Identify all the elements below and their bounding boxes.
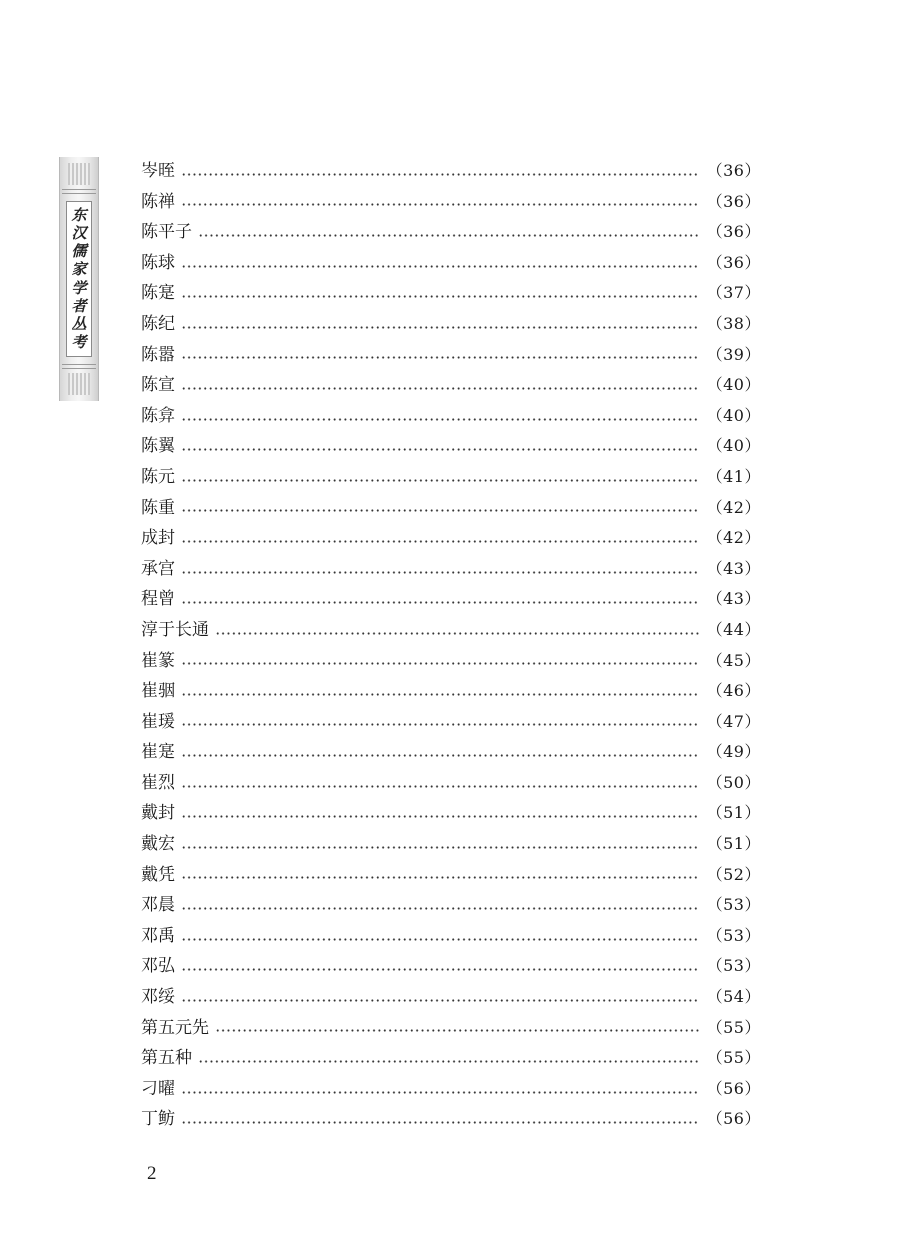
toc-entry [141, 768, 761, 799]
toc-dot-leader [181, 509, 699, 512]
toc-entry-name: 陈禅 [141, 191, 175, 212]
toc-dot-leader [181, 662, 699, 665]
toc-dot-leader [181, 571, 699, 574]
toc-entry [141, 248, 761, 279]
side-tab-char: 丛 [71, 315, 87, 334]
toc-entry [141, 554, 761, 585]
toc-entry [141, 217, 761, 248]
toc-entry [141, 798, 761, 829]
toc-entry [141, 156, 761, 187]
toc-entry-name: 陈弇 [141, 405, 175, 426]
toc-entry-page: （36） [706, 252, 761, 272]
toc-entry [141, 1074, 761, 1105]
table-of-contents [141, 156, 761, 1135]
toc-entry-page: （36） [706, 161, 761, 180]
side-tab-char: 东 [71, 205, 87, 224]
toc-dot-leader [181, 540, 699, 543]
toc-entry-name: 陈重 [141, 497, 175, 518]
toc-entry-page: （43） [706, 589, 761, 609]
toc-entry-name: 陈寔 [141, 283, 175, 304]
toc-dot-leader [181, 785, 699, 788]
toc-entry-name: 第五元先 [141, 1017, 209, 1038]
toc-entry [141, 707, 761, 738]
toc-entry-name: 戴封 [141, 803, 175, 824]
toc-entry-name: 陈球 [141, 252, 175, 273]
toc-entry-name: 刁曜 [141, 1078, 175, 1099]
toc-entry-page: （53） [706, 895, 761, 915]
toc-entry [141, 1013, 761, 1044]
toc-entry [141, 1043, 761, 1074]
toc-entry-page: （53） [706, 925, 761, 945]
toc-dot-leader [181, 754, 699, 757]
toc-dot-leader [181, 418, 699, 421]
side-tab-book-title [59, 157, 99, 401]
page-number: 2 [147, 1163, 157, 1184]
toc-entry-page: （50） [706, 772, 761, 792]
toc-entry-name: 陈纪 [141, 313, 175, 334]
toc-entry [141, 676, 761, 707]
toc-entry-page: （37） [706, 283, 761, 303]
toc-entry-name: 崔篆 [141, 650, 175, 671]
toc-dot-leader [181, 479, 699, 482]
toc-entry [141, 860, 761, 891]
toc-entry [141, 890, 761, 921]
toc-entry-page: （40） [706, 436, 761, 456]
toc-entry [141, 431, 761, 462]
toc-dot-leader [181, 1091, 699, 1094]
toc-dot-leader [181, 968, 699, 971]
toc-entry-name: 崔烈 [141, 772, 175, 793]
toc-dot-leader [181, 846, 699, 849]
toc-entry-page: （53） [706, 956, 761, 976]
toc-entry-page: （36） [706, 222, 761, 242]
toc-entry-page: （51） [706, 803, 761, 823]
toc-entry-page: （40） [706, 405, 761, 425]
toc-dot-leader [181, 907, 699, 910]
toc-entry-name: 邓禹 [141, 925, 175, 946]
toc-entry-name: 陈平子 [141, 222, 192, 243]
toc-dot-leader [181, 295, 699, 298]
toc-dot-leader [215, 1029, 699, 1032]
toc-entry [141, 523, 761, 554]
side-tab-decoration-top [68, 163, 90, 185]
toc-entry-page: （38） [706, 313, 761, 333]
toc-entry [141, 737, 761, 768]
toc-entry-name: 成封 [141, 528, 175, 549]
toc-entry [141, 584, 761, 615]
toc-entry-page: （40） [706, 375, 761, 395]
toc-dot-leader [181, 601, 699, 604]
toc-dot-leader [181, 203, 699, 206]
toc-entry-page: （49） [706, 742, 761, 762]
toc-entry-name: 戴凭 [141, 864, 175, 885]
toc-dot-leader [181, 356, 699, 359]
toc-dot-leader [181, 999, 699, 1002]
toc-entry-page: （47） [706, 711, 761, 731]
side-tab-char: 者 [71, 296, 87, 315]
toc-entry-page: （42） [706, 497, 761, 517]
side-tab-char: 汉 [71, 223, 87, 242]
toc-entry [141, 370, 761, 401]
toc-entry-page: （51） [706, 834, 761, 854]
toc-entry-page: （41） [706, 466, 761, 486]
toc-entry [141, 921, 761, 952]
toc-entry [141, 829, 761, 860]
toc-entry-page: （45） [706, 650, 761, 670]
toc-entry [141, 309, 761, 340]
toc-entry-name: 陈元 [141, 466, 175, 487]
toc-entry-name: 邓晨 [141, 895, 175, 916]
side-tab-char: 儒 [71, 242, 87, 261]
toc-entry-name: 陈宣 [141, 375, 175, 396]
toc-entry-page: （56） [706, 1109, 761, 1129]
toc-entry [141, 278, 761, 309]
toc-entry [141, 340, 761, 371]
toc-entry-name: 淳于长通 [141, 619, 209, 640]
toc-entry [141, 493, 761, 524]
toc-entry [141, 615, 761, 646]
toc-entry-page: （46） [706, 681, 761, 701]
toc-dot-leader [181, 723, 699, 726]
toc-entry [141, 982, 761, 1013]
toc-entry-name: 崔骃 [141, 681, 175, 702]
toc-dot-leader [198, 1060, 699, 1063]
toc-entry-page: （55） [706, 1048, 761, 1068]
toc-entry-name: 程曾 [141, 589, 175, 610]
toc-dot-leader [181, 173, 699, 176]
toc-entry-page: （39） [706, 344, 761, 364]
toc-entry-page: （52） [706, 864, 761, 884]
toc-entry [141, 401, 761, 432]
toc-entry-page: （43） [706, 558, 761, 578]
toc-dot-leader [181, 448, 699, 451]
side-tab-char: 学 [71, 278, 87, 297]
toc-dot-leader [181, 938, 699, 941]
toc-dot-leader [215, 632, 699, 635]
toc-entry-name: 承宫 [141, 558, 175, 579]
toc-entry-page: （54） [706, 987, 761, 1007]
toc-dot-leader [181, 265, 699, 268]
toc-entry-name: 戴宏 [141, 834, 175, 855]
toc-entry-name: 第五种 [141, 1048, 192, 1069]
toc-entry [141, 1104, 761, 1135]
toc-entry-name: 岑晊 [141, 161, 175, 181]
toc-entry-name: 陈翼 [141, 436, 175, 457]
toc-entry-page: （42） [706, 528, 761, 548]
toc-dot-leader [181, 387, 699, 390]
toc-entry [141, 462, 761, 493]
toc-entry-name: 丁鲂 [141, 1109, 175, 1130]
toc-dot-leader [181, 1121, 699, 1124]
toc-dot-leader [181, 326, 699, 329]
side-tab-char: 考 [71, 333, 87, 352]
toc-entry-page: （55） [706, 1017, 761, 1037]
toc-entry-name: 邓绥 [141, 987, 175, 1008]
toc-entry [141, 187, 761, 218]
toc-entry-page: （36） [706, 191, 761, 211]
side-tab-char: 家 [71, 260, 87, 279]
toc-entry [141, 646, 761, 677]
toc-dot-leader [198, 234, 699, 237]
toc-entry-page: （44） [706, 619, 761, 639]
side-tab-decoration-bottom [68, 373, 90, 395]
toc-dot-leader [181, 815, 699, 818]
toc-entry-name: 邓弘 [141, 956, 175, 977]
side-tab-title-box [66, 201, 92, 357]
toc-entry-page: （56） [706, 1078, 761, 1098]
toc-entry [141, 951, 761, 982]
toc-entry-name: 崔瑗 [141, 711, 175, 732]
toc-dot-leader [181, 876, 699, 879]
toc-entry-name: 陈嚣 [141, 344, 175, 365]
toc-entry-name: 崔寔 [141, 742, 175, 763]
toc-dot-leader [181, 693, 699, 696]
